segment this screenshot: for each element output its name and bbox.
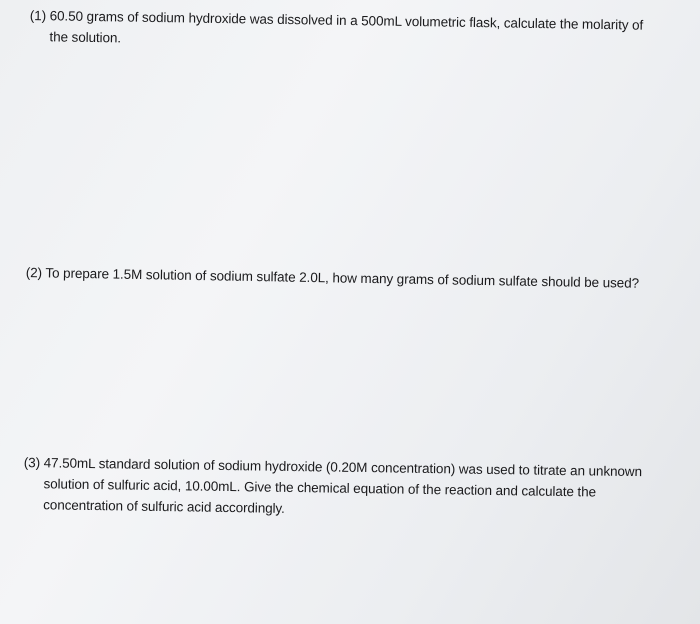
- question-3-line-3: concentration of sulfuric acid accordingly.: [43, 497, 285, 516]
- question-2-line-1: (2) To prepare 1.5M solution of sodium sulfate 2.0L, how many grams of sodium sulfate should be used?: [25, 264, 640, 291]
- question-1: [29, 5, 690, 57]
- question-3-line-1: (3) 47.50mL standard solution of sodium hydroxide (0.20M concentration) was used to titrate an unknown: [23, 454, 643, 480]
- question-3-line-2: solution of sulfuric acid, 10.00mL. Give the chemical equation of the reaction and calculate the: [43, 476, 597, 500]
- question-2: [26, 262, 686, 295]
- question-1-line-1: (1) 60.50 grams of sodium hydroxide was dissolved in a 500mL volumetric flask, calculate the molarity of: [29, 7, 644, 33]
- question-1-line-2: the solution.: [49, 29, 122, 46]
- question-3: [23, 452, 684, 525]
